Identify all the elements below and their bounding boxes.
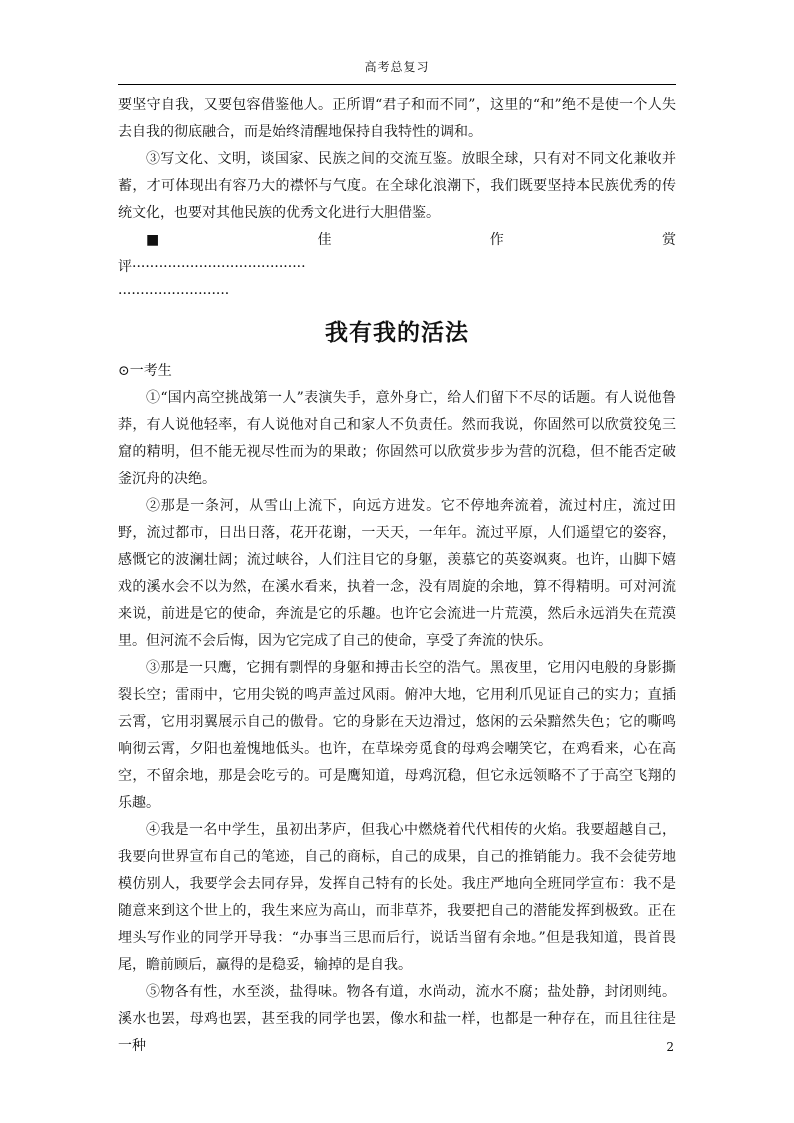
section-marker-char-4: 评	[118, 259, 132, 275]
essay-paragraph-3: ③那是一只鹰，它拥有剽悍的身躯和搏击长空的浩气。黑夜里，它用闪电般的身影撕裂长空；雷雨中，它用尖锐的鸣声盖过风雨。俯冲大地，它用利爪见证自己的实力；直插云霄，它用羽翼展示自己的傲骨。它的身影在天边滑过，悠闲的云朵黯然失色；它的嘶鸣响彻云霄，夕阳也羞愧地低头。也许，在草垛旁觅食的母鸡会嘲笑它，在鸡看来，心在高空，不留余地，那是会吃亏的。可是鹰知道，母鸡沉稳，但它永远领略不了于高空飞翔的乐趣。	[118, 660, 676, 811]
page-number: 2	[666, 1040, 674, 1054]
section-marker-char-1: 佳	[317, 232, 332, 248]
essay-paragraph-1: ①“国内高空挑战第一人”表演失手，意外身亡，给人们留下不尽的话题。有人说他鲁莽，有人说他轻率，有人说他对自己和家人不负责任。然而我说，你固然可以欣赏狡兔三窟的精明，但不能无视尽性而为的果敢；你固然可以欣赏步步为营的沉稳，但不能否定破釜沉舟的决绝。	[118, 390, 676, 487]
square-bullet-icon: ■	[146, 232, 160, 248]
essay-paragraph-5: ⑤物各有性，水至淡，盐得味。物各有道，水尚动，流水不腐；盐处静，封闭则纯。溪水也罢，母鸡也罢，甚至我的同学也罢，像水和盐一样，也都是一种存在，而且往往是一种	[118, 984, 676, 1054]
essay-paragraph-2: ②那是一条河，从雪山上流下，向远方进发。它不停地奔流着，流过村庄，流过田野，流过都市，日出日落，花开花谢，一天天，一年年。流过平原，人们遥望它的姿容，感慨它的波澜壮阔；流过峡谷，人们注目它的身躯，羡慕它的英姿飒爽。也许，山脚下嬉戏的溪水会不以为然，在溪水看来，执着一念，没有周旋的余地，算不得精明。可对河流来说，前进是它的使命，奔流是它的乐趣。也许它会流进一片荒漠，然后永远消失在荒漠里。但河流不会后悔，因为它完成了自己的使命，享受了奔流的快乐。	[118, 498, 676, 649]
essay-author: ⊙一考生	[118, 363, 172, 379]
intro-paragraph-continued: 要坚守自我，又要包容借鉴他人。正所谓“君子和而不同”，这里的“和”绝不是使一个人失去自我的彻底融合，而是始终清醒地保持自我特性的调和。	[118, 97, 676, 140]
intro-paragraph-3: ③写文化、文明，谈国家、民族之间的交流互鉴。放眼全球，只有对不同文化兼收并蓄，才可体现出有容乃大的襟怀与气度。在全球化浪潮下，我们既要坚持本民族优秀的传统文化，也要对其他民族的优秀文化进行大胆借鉴。	[118, 151, 676, 221]
essay-title: 我有我的活法	[325, 319, 469, 346]
essay-paragraph-4: ④我是一名中学生，虽初出茅庐，但我心中燃烧着代代相传的火焰。我要超越自己，我要向世界宣布自己的笔迹，自己的商标，自己的成果，自己的推销能力。我不会徒劳地模仿别人，我要学会去同存异，发挥自己特有的长处。我庄严地向全班同学宣布：我不是随意来到这个世上的，我生来应为高山，而非草芥，我要把自己的潜能发挥到极致。正在埋头写作业的同学开导我：“办事当三思而后行，说话当留有余地。”但是我知道，畏首畏尾，瞻前顾后，赢得的是稳妥，输掉的是自我。	[118, 822, 676, 973]
section-marker-char-3: 赏	[661, 232, 676, 248]
header-divider	[118, 84, 676, 85]
dotted-leader-2: ·························	[118, 286, 230, 302]
dotted-leader-1: ·······································	[132, 259, 306, 275]
section-marker	[118, 227, 676, 254]
page-body	[118, 92, 676, 1060]
page-header: 高考总复习	[364, 60, 430, 74]
section-marker-char-2: 作	[489, 232, 504, 248]
section-marker-line-2	[118, 254, 676, 281]
